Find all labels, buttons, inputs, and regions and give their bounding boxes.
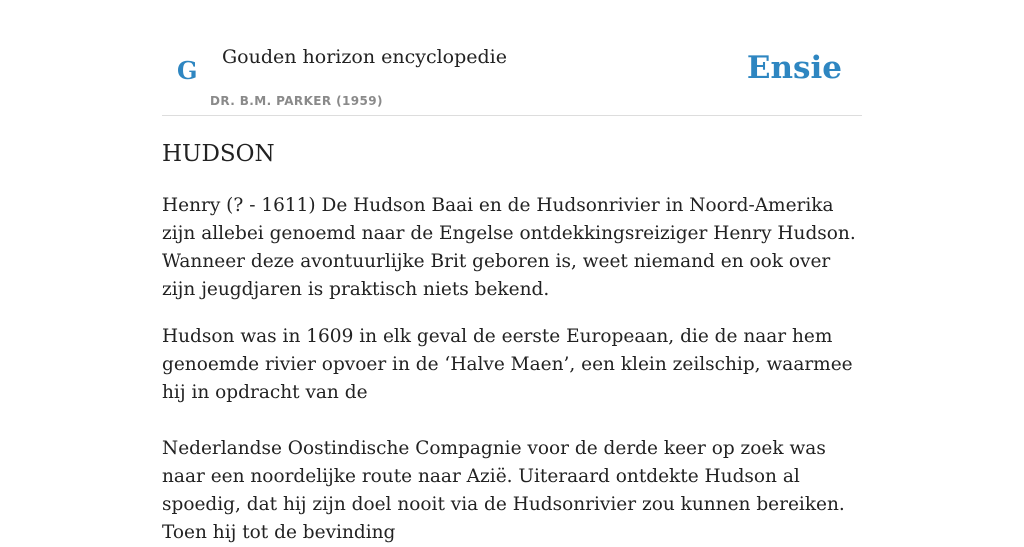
book-logo-icon[interactable]: G	[177, 56, 198, 85]
entry-paragraph: Hudson was in 1609 in elk geval de eerste Europeaan, die de naar hem genoemde rivier opvoer in de ‘Halve Maen’, een klein zeilschip, waarmee hij in opdracht van de	[162, 326, 853, 403]
book-author: DR. B.M. PARKER (1959)	[210, 94, 383, 108]
entry-paragraph: Nederlandse Oostindische Compagnie voor de derde keer op zoek was naar een noordelijke route naar Azië. Uiteraard ontdekte Hudson al spoedig, dat hij zijn doel nooit via de Hudsonrivier zou kunnen bereiken. Toen hij tot de bevinding	[162, 438, 845, 543]
page	[162, 0, 862, 543]
entry-paragraph: Henry (? - 1611) De Hudson Baai en de Hudsonrivier in Noord-Amerika zijn allebei genoemd naar de Engelse ontdekkingsreiziger Henry Hudson. Wanneer deze avontuurlijke Brit geboren is, weet niemand en ook over zijn jeugdjaren is praktisch niets bekend.	[162, 195, 856, 300]
ensie-logo[interactable]: Ensie	[746, 50, 842, 86]
entry-title: HUDSON	[162, 141, 275, 167]
book-header	[162, 0, 862, 116]
book-title-link[interactable]: Gouden horizon encyclopedie	[222, 46, 507, 68]
